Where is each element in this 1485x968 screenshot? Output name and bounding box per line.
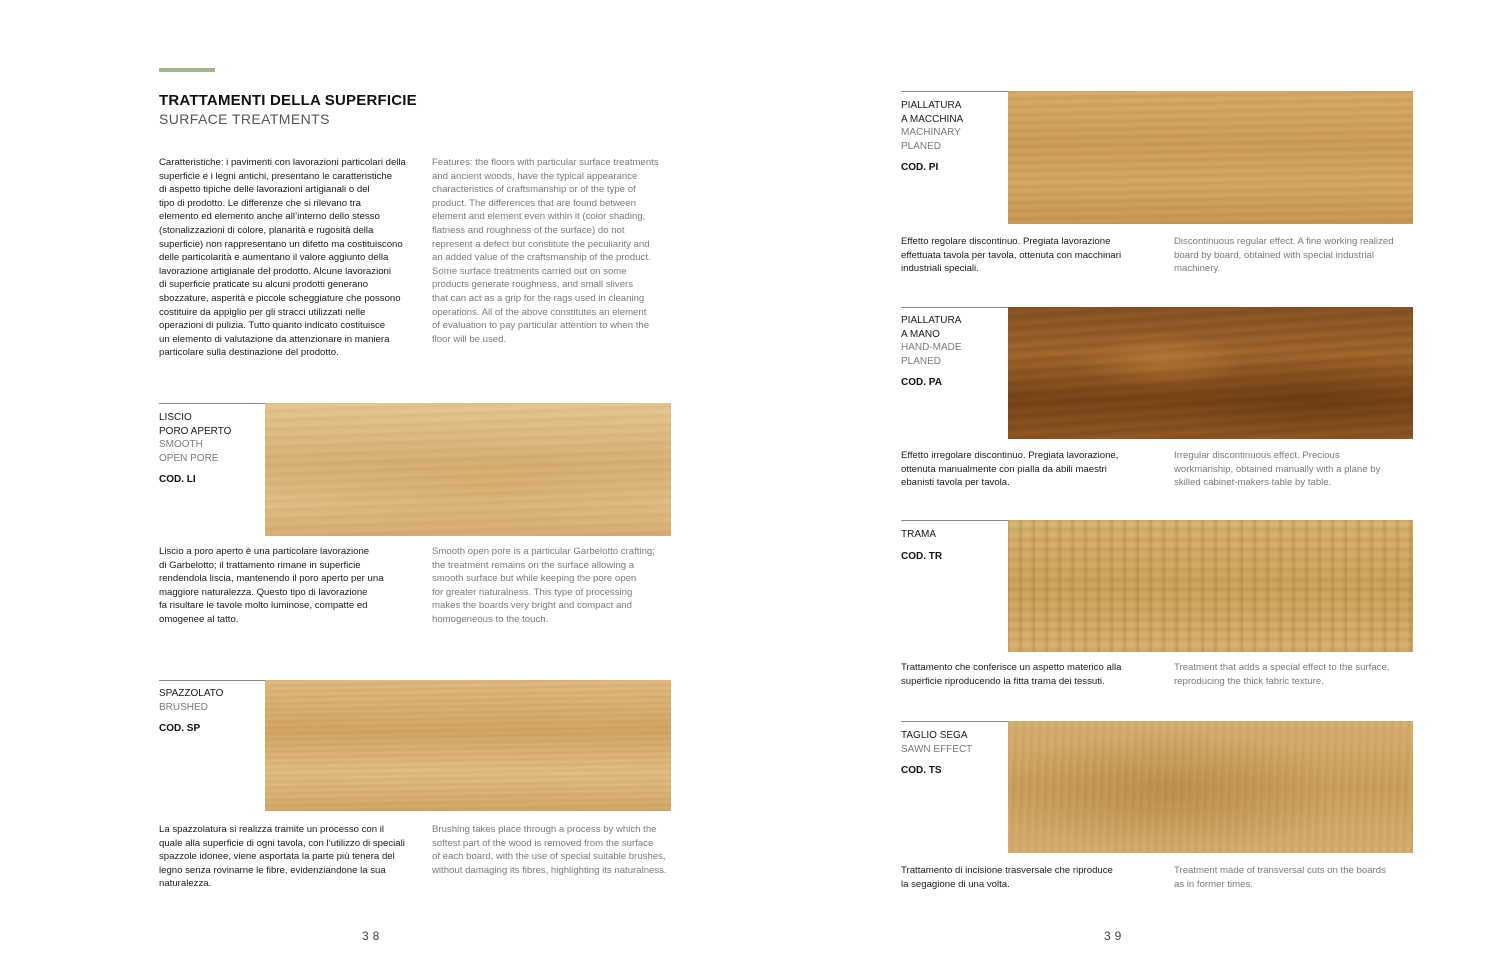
treatment-name-it: TRAMA bbox=[901, 529, 936, 540]
section-rule bbox=[901, 520, 1009, 521]
intro-text-en: Features: the floors with particular surface treatments and ancient woods, have the typical appearance characteristics of craftsmanship or of the type of product. The differences that are found between element and element even within it (color shading, flatness and roughness of the surface) do not represent a defect but constitute the peculiarity and an added value of the craftsmanship of the product. Some surface treatments carried out on some products generate roughness, and small slivers that can act as a grip for the rags used in cleaning operations. All of the above constitutes an element of evaluation to pay particular attention to when the floor will be used. bbox=[432, 157, 659, 345]
treatment-desc-it: Liscio a poro aperto è una particolare lavorazione di Garbelotto; il trattamento rimane in superficie rendendola liscia, mantenendo il poro aperto per una maggiore naturalezza. Questo tipo di lavorazione fa risultare le tavole molto luminose, compatte ed omogenee al tatto. bbox=[159, 546, 384, 625]
treatment-code: COD. LI bbox=[159, 474, 196, 486]
treatment-desc-it: Trattamento che conferisce un aspetto materico alla superficie riproducendo la fitta trama dei tessuti. bbox=[901, 662, 1122, 687]
treatment-desc-it: Trattamento di incisione trasversale che riproduce la segagione di una volta. bbox=[901, 865, 1113, 890]
section-rule bbox=[159, 680, 266, 681]
treatment-name-en: SAWN EFFECT bbox=[901, 743, 973, 755]
treatment-desc-it: Effetto regolare discontinuo. Pregiata lavorazione effettuata tavola per tavola, ottenuta con macchinari industriali speciali. bbox=[901, 236, 1122, 275]
treatment-desc-en: Smooth open pore is a particular Garbelotto crafting; the treatment remains on the surface allowing a smooth surface but while keeping the pore open for greater naturalness. This type of processing makes the boards very bright and compact and homogeneous to the touch. bbox=[432, 546, 655, 625]
accent-bar bbox=[159, 68, 215, 72]
intro-text-it: Caratteristiche: i pavimenti con lavorazioni particolari della superficie e i legni antichi, presentano le caratteristiche di aspetto tipiche delle lavorazioni artigianali o del tipo di prodotto. Le differenze che si rilevano tra elemento ed elemento anche all’interno dello stesso (stonalizzazioni di colore, planarità e rugosità della superficie) non rappresentano un difetto ma costituiscono delle particolarità e aumentano il valore aggiunto della lavorazione artigianale del prodotto. Alcune lavorazioni di superficie praticate su alcuni prodotti generano sbozzature, asperità e piccole scheggiature che possono costituire da appiglio per gli stracci utilizzati nelle operazioni di pulizia. Tutto quanto indicato costituisce un elemento di valutazione da attenzionare in maniera particolare sulla destinazione del prodotto. bbox=[159, 157, 406, 359]
treatment-desc-en: Brushing takes place through a process by which the softest part of the wood is removed from the surface of each board, with the use of special suitable brushes, without damaging its fibres, highlighting its naturalness. bbox=[432, 824, 667, 876]
treatment-code: COD. TR bbox=[901, 550, 943, 562]
wood-swatch-brushed bbox=[265, 680, 671, 811]
treatment-desc-en: Discontinuous regular effect. A fine working realized board by board, obtained with special industrial machinery. bbox=[1174, 236, 1394, 275]
treatment-desc-en: Irregular discontinuous effect. Precious workmanship, obtained manually with a plane by skilled cabinet-makers table by table. bbox=[1174, 450, 1381, 489]
section-rule bbox=[901, 91, 1009, 92]
treatment-desc-en: Treatment that adds a special effect to the surface, reproducing the thick fabric texture. bbox=[1174, 662, 1390, 687]
treatment-code: COD. SP bbox=[159, 723, 201, 735]
treatment-label-sp bbox=[159, 687, 264, 736]
treatment-name-it: PIALLATURA A MACCHINA bbox=[901, 100, 964, 125]
treatment-name-en: MACHINARY PLANED bbox=[901, 127, 961, 152]
wood-swatch-hand-made-planed bbox=[1008, 307, 1413, 439]
treatment-code: COD. TS bbox=[901, 765, 942, 777]
section-rule bbox=[901, 721, 1009, 722]
treatment-name-it: TAGLIO SEGA bbox=[901, 730, 968, 741]
treatment-name-it: LISCIO PORO APERTO bbox=[159, 412, 232, 437]
page-number-left: 38 bbox=[362, 929, 384, 943]
treatment-code: COD. PA bbox=[901, 377, 942, 389]
wood-swatch-machinary-planed bbox=[1008, 91, 1413, 224]
treatment-desc-it: La spazzolatura si realizza tramite un processo con il quale alla superficie di ogni tavola, con l’utilizzo di speciali spazzole idonee, viene asportata la parte più tenera del legno senza rovinarne le fibre, evidenziandone la sua naturalezza. bbox=[159, 824, 405, 890]
treatment-label-pi bbox=[901, 99, 1006, 175]
section-rule bbox=[901, 307, 1009, 308]
page-number-right: 39 bbox=[1104, 929, 1126, 943]
treatment-name-it: PIALLATURA A MANO bbox=[901, 315, 962, 340]
wood-swatch-sawn-effect bbox=[1008, 721, 1413, 853]
section-rule bbox=[159, 403, 266, 404]
treatment-name-en: SMOOTH OPEN PORE bbox=[159, 439, 219, 464]
treatment-desc-en: Treatment made of transversal cuts on the boards as in former times. bbox=[1174, 865, 1386, 890]
page-title: TRATTAMENTI DELLA SUPERFICIE bbox=[159, 92, 417, 109]
treatment-label-li bbox=[159, 411, 264, 487]
wood-swatch-trama bbox=[1008, 520, 1413, 652]
wood-swatch-smooth-open-pore bbox=[265, 403, 671, 536]
treatment-code: COD. PI bbox=[901, 162, 939, 174]
page-subtitle: SURFACE TREATMENTS bbox=[159, 111, 330, 127]
treatment-name-it: SPAZZOLATO bbox=[159, 688, 224, 699]
treatment-name-en: BRUSHED bbox=[159, 701, 208, 713]
treatment-label-pa bbox=[901, 314, 1006, 390]
treatment-label-tr bbox=[901, 528, 1006, 563]
treatment-label-ts bbox=[901, 729, 1006, 778]
treatment-desc-it: Effetto irregolare discontinuo. Pregiata lavorazione, ottenuta manualmente con pialla da abili maestri ebanisti tavola per tavola. bbox=[901, 450, 1119, 489]
treatment-name-en: HAND-MADE PLANED bbox=[901, 342, 962, 367]
